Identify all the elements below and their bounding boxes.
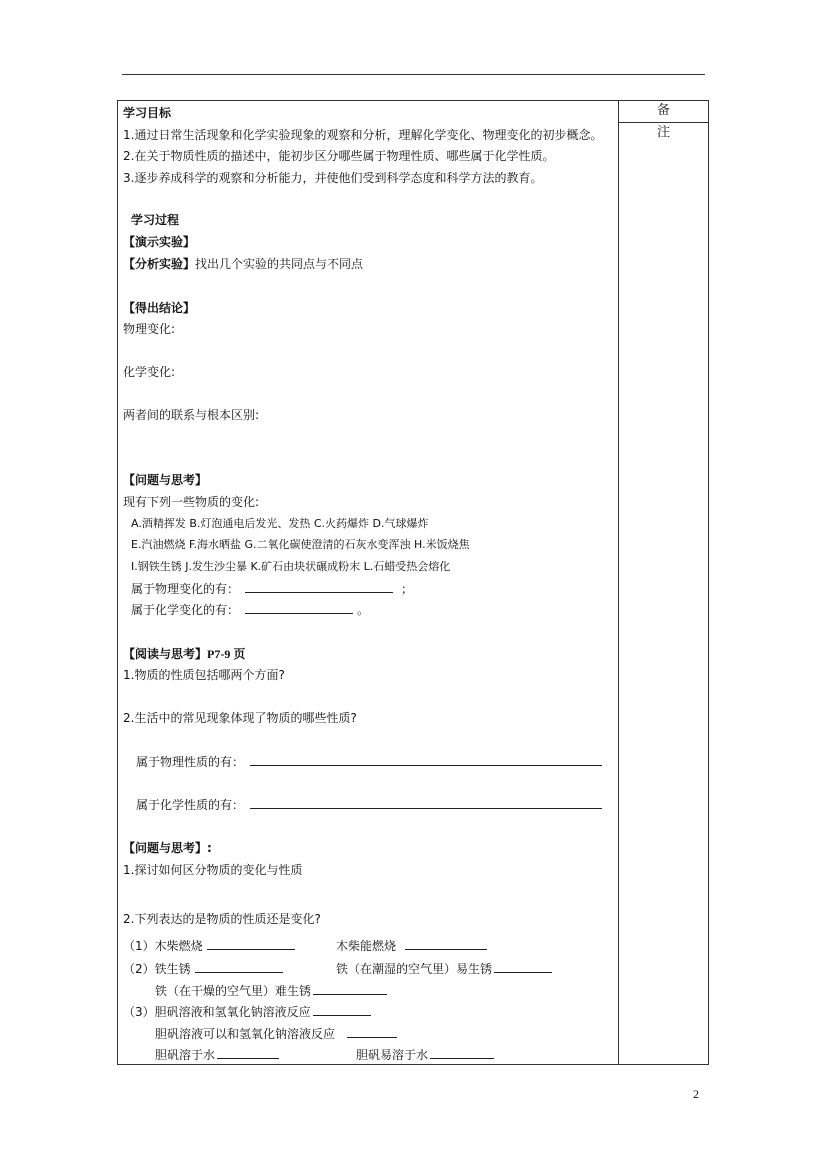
item-2-left-label: （2）铁生锈	[123, 962, 191, 976]
discussion-question-1: 1.探讨如何区分物质的变化与性质	[123, 863, 303, 877]
header-rule	[122, 74, 705, 75]
relation-label: 两者间的联系与根本区别:	[123, 408, 260, 422]
item-2-right-blank[interactable]	[494, 961, 552, 973]
analyze-experiment-text: 找出几个实验的共同点与不同点	[195, 257, 364, 271]
item-1-right-label: 木柴能燃烧	[336, 939, 397, 953]
learning-goals-title: 学习目标	[123, 106, 172, 120]
learning-process-title: 学习过程	[131, 213, 180, 227]
item-2-right-label: 铁（在潮湿的空气里）易生锈	[336, 962, 493, 976]
item-2-left	[123, 961, 283, 977]
item-3-third-blank[interactable]	[217, 1047, 279, 1059]
item-3-third-label: 胆矾溶于水	[155, 1048, 216, 1062]
physical-change-answer-line	[131, 581, 413, 597]
item-3-first-label: （3）胆矾溶液和氢氧化钠溶液反应	[123, 1005, 311, 1019]
item-2-third-blank[interactable]	[313, 983, 387, 995]
reading-question-2: 2.生活中的常见现象体现了物质的哪些性质?	[123, 711, 357, 725]
goal-3: 3.逐步养成科学的观察和分析能力，并使他们受到科学态度和科学方法的教育。	[123, 171, 543, 185]
conclusion-heading: 【得出结论】	[123, 301, 196, 315]
item-2-third-label: 铁（在干燥的空气里）难生锈	[155, 984, 312, 998]
item-3-third	[155, 1047, 279, 1063]
chemical-property-answer-line	[136, 797, 602, 813]
options-row-3: I.钢铁生锈 J.发生沙尘暴 K.矿石由块状碾成粉末 L.石蜡受热会熔化	[131, 560, 451, 573]
item-3-fourth	[356, 1047, 494, 1063]
existing-changes-intro: 现有下列一些物质的变化:	[123, 495, 260, 509]
chemical-change-answer-line	[131, 602, 369, 618]
item-1-right	[336, 938, 487, 954]
item-1-right-blank[interactable]	[405, 938, 487, 950]
goal-1: 1.通过日常生活现象和化学实验现象的观察和分析，理解化学变化、物理变化的初步概念。	[123, 128, 603, 142]
reading-thinking-heading: 【阅读与思考】	[123, 647, 208, 661]
physical-change-answer-label: 属于物理变化的有：	[131, 582, 240, 596]
chemical-property-blank[interactable]	[250, 797, 602, 809]
item-3-first-blank[interactable]	[313, 1004, 371, 1016]
demo-experiment-heading: 【演示实验】	[123, 235, 196, 249]
analyze-experiment-line	[123, 256, 363, 272]
chemical-change-blank[interactable]	[245, 602, 353, 614]
item-3-fourth-label: 胆矾易溶于水	[356, 1048, 429, 1062]
item-3-second-blank[interactable]	[347, 1026, 397, 1038]
semicolon-mark: ；	[401, 582, 414, 596]
physical-change-label: 物理变化:	[123, 322, 176, 336]
options-row-1: A.酒精挥发 B.灯泡通电后发光、发热 C.火药爆炸 D.气球爆炸	[131, 517, 429, 530]
notes-column-divider	[618, 100, 619, 1065]
question-thinking-heading-1: 【问题与思考】	[123, 473, 208, 487]
physical-property-answer-label: 属于物理性质的有：	[136, 755, 245, 769]
notes-column-header: 备 注	[618, 100, 709, 123]
page-number: 2	[693, 1087, 699, 1101]
item-1-left-blank[interactable]	[207, 938, 295, 950]
discussion-question-2: 2.下列表达的是物质的性质还是变化?	[123, 912, 321, 926]
item-2-third	[155, 983, 387, 999]
goal-2: 2.在关于物质性质的描述中，能初步区分哪些属于物理性质、哪些属于化学性质。	[123, 149, 555, 163]
item-2-left-blank[interactable]	[195, 961, 283, 973]
physical-property-blank[interactable]	[250, 754, 602, 766]
physical-change-blank[interactable]	[245, 581, 393, 593]
reading-question-1: 1.物质的性质包括哪两个方面?	[123, 668, 285, 682]
item-3-second-label: 胆矾溶液可以和氢氧化钠溶液反应	[155, 1027, 336, 1041]
item-1-left	[123, 938, 295, 954]
reading-thinking-line	[123, 646, 245, 662]
item-2-right	[336, 961, 552, 977]
period-mark: 。	[357, 603, 370, 617]
chemical-property-answer-label: 属于化学性质的有：	[136, 798, 245, 812]
analyze-experiment-heading: 【分析实验】	[123, 257, 196, 271]
item-3-fourth-blank[interactable]	[430, 1047, 494, 1059]
question-thinking-heading-2: 【问题与思考】:	[123, 841, 212, 855]
physical-property-answer-line	[136, 754, 602, 770]
item-3-second	[155, 1026, 397, 1042]
options-row-2: E.汽油燃烧 F.海水晒盐 G.二氧化碳使澄清的石灰水变浑浊 H.米饭烧焦	[131, 538, 470, 551]
reading-pages: P7-9 页	[207, 647, 246, 661]
item-3-first	[123, 1004, 371, 1020]
item-1-left-label: （1）木柴燃烧	[123, 939, 203, 953]
chemical-change-label: 化学变化:	[123, 365, 176, 379]
chemical-change-answer-label: 属于化学变化的有：	[131, 603, 240, 617]
